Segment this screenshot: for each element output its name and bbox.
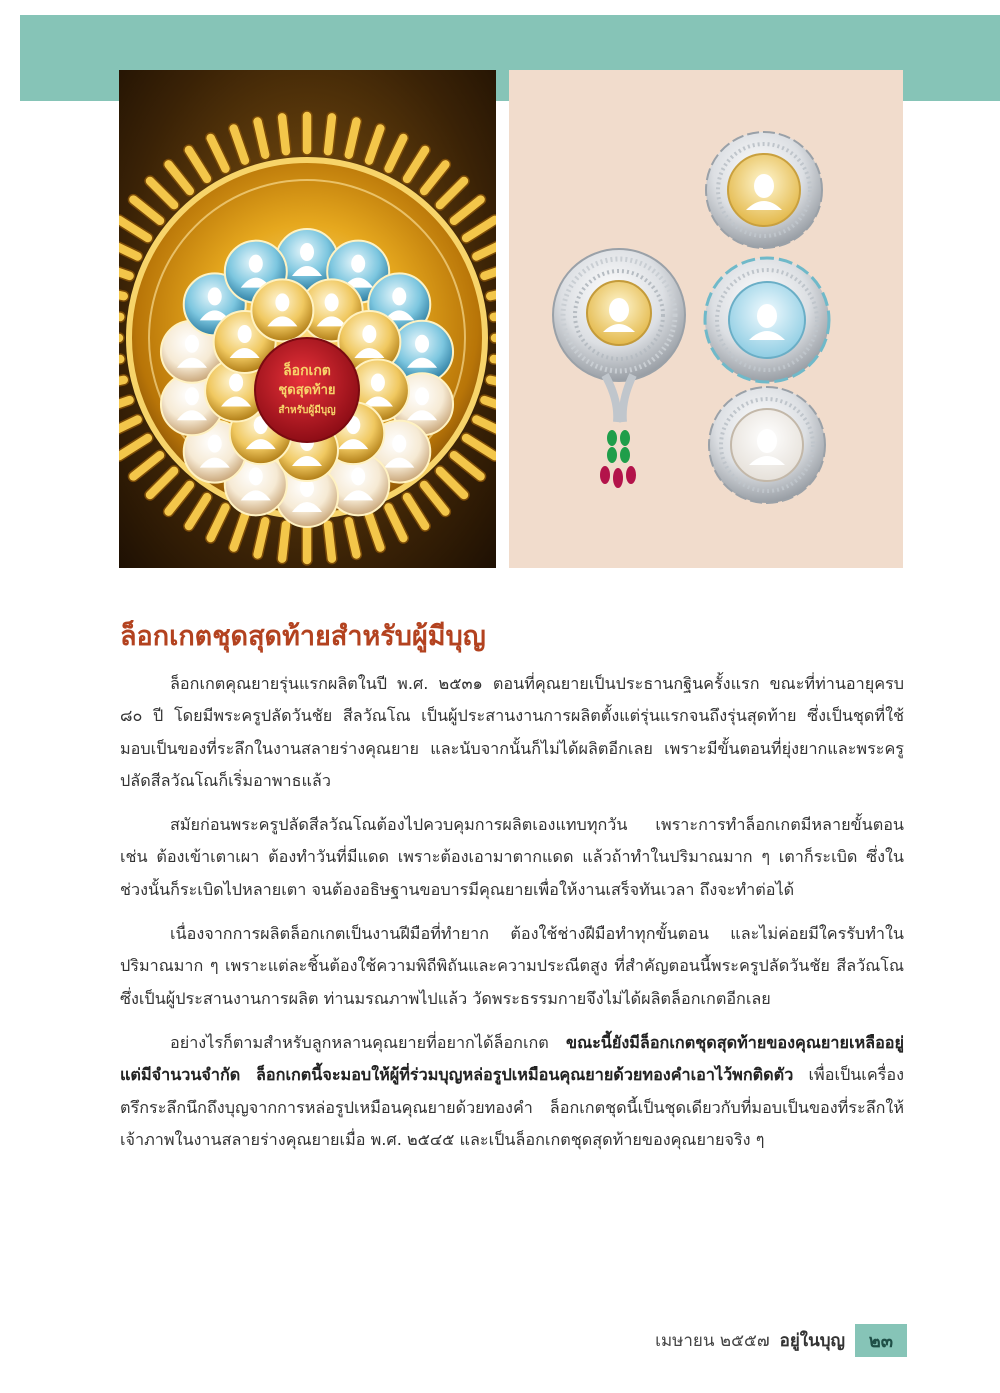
medallion-gold	[706, 132, 822, 248]
paragraph-3: เนื่องจากการผลิตล็อกเกตเป็นงานฝีมือที่ทำยาก ต้องใช้ช่างฝีมือทำทุกขั้นตอน และไม่ค่อยมีใครรับทำในปริมาณมาก ๆ เพราะแต่ละชิ้นต้องใช้ความพิถีพิถันและความประณีตสูง ที่สำคัญตอนนี้พระครูปลัดวันชัย สีลวัณโณ ซึ่งเป็นผู้ประสานงานการผลิต ท่านมรณภาพไปแล้ว วัดพระธรรมกายจึงไม่ได้ผลิตล็อกเกตอีกเลย	[120, 924, 904, 1008]
page-footer	[655, 1325, 907, 1355]
publication-name: อยู่ในบุญ	[779, 1330, 845, 1351]
article-heading: ล็อกเกตชุดสุดท้ายสำหรับผู้มีบุญ	[120, 621, 486, 652]
medallion-illustration	[509, 70, 903, 568]
rim-spoke	[323, 519, 338, 564]
rim-spoke	[119, 354, 126, 369]
rim-spoke	[484, 283, 496, 303]
rim-spoke	[323, 112, 338, 157]
rim-spoke	[302, 111, 312, 155]
page-number: ๒๓	[855, 1324, 907, 1357]
rim-spoke	[204, 131, 232, 175]
rim-spoke	[119, 308, 126, 323]
locket-tray-illustration	[119, 70, 496, 568]
rim-spoke	[204, 501, 232, 545]
rim-spoke	[488, 308, 496, 323]
rim-spoke	[227, 509, 251, 554]
rim-spoke	[490, 333, 496, 343]
paragraph-4	[120, 1027, 904, 1156]
paragraph-2: สมัยก่อนพระครูปลัดสีลวัณโณต้องไปควบคุมการผลิตเองแทบทุกวัน เพราะการทำล็อกเกตมีหลายขั้นตอน เช่น ต้องเข้าเตาเผา ต้องทำวันที่มีแดด เพราะต้องเอามาตากแดด แล้วถ้าทำในปริมาณมาก ๆ เตาก็ระเบิด ซึ่งในช่วงนั้นก็ระเบิดไปหลายเตา จนต้องอธิษฐานขอบารมีคุณยายเพื่อให้งานเสร็จทันเวลา ถึงจะทำต่อได้	[120, 815, 904, 899]
seal-line-2: ชุดสุดท้าย	[278, 383, 336, 398]
rim-spoke	[119, 283, 130, 303]
rim-spoke	[382, 131, 410, 175]
rim-spoke	[119, 333, 124, 343]
rim-spoke	[119, 258, 136, 282]
medallion-blue	[705, 258, 829, 382]
rim-spoke	[478, 258, 496, 282]
rim-spoke	[484, 374, 496, 394]
rim-spoke	[252, 515, 272, 560]
locket	[251, 279, 313, 341]
paragraph-4-tail: เพื่อเป็นเครื่องตรึกระลึกนึกถึงบุญจากการหล่อรูปเหมือนคุณยายด้วยทองคำ ล็อกเกตชุดนี้เป็นชุดเดียวกับที่มอบเป็นของที่ระลึกให้เจ้าภาพในงานสลายร่างคุณยายเมื่อ พ.ศ. ๒๕๔๕ และเป็นล็อกเกตชุดสุดท้ายของคุณยายจริง ๆ	[120, 1065, 904, 1149]
rim-spoke	[363, 509, 387, 554]
locket-tray-photo	[119, 70, 496, 568]
medallion-pearl	[709, 387, 825, 503]
rim-spoke	[478, 394, 496, 418]
rim-spoke	[227, 122, 251, 167]
rim-spoke	[343, 515, 363, 560]
paragraph-4-lead: อย่างไรก็ตามสำหรับลูกหลานคุณยายที่อยากได้ล็อกเกต	[170, 1032, 567, 1052]
medallion-photo	[509, 70, 903, 568]
rim-spoke	[119, 374, 130, 394]
rim-spoke	[382, 501, 410, 545]
article-body	[120, 668, 904, 1168]
rim-spoke	[252, 116, 272, 161]
issue-date: เมษายน ๒๕๕๗	[655, 1330, 770, 1351]
rim-spoke	[277, 519, 292, 564]
rim-spoke	[488, 354, 496, 369]
paragraph-1: ล็อกเกตคุณยายรุ่นแรกผลิตในปี พ.ศ. ๒๕๓๑ ตอนที่คุณยายเป็นประธานกฐินครั้งแรก ขณะที่ท่านอายุครบ ๘๐ ปี โดยมีพระครูปลัดวันชัย สีลวัณโณ เป็นผู้ประสานงานการผลิตตั้งแต่รุ่นแรกจนถึงรุ่นสุดท้าย ซึ่งเป็นชุดที่ใช้มอบเป็นของที่ระลึกในงานสลายร่างคุณยาย และนับจากนั้นก็ไม่ได้ผลิตอีกเลย เพราะมีขั้นตอนที่ยุ่งยากและพระครูปลัดสีลวัณโณก็เริ่มอาพาธแล้ว	[120, 674, 904, 790]
paragraph-4-emphasis: ขณะนี้ยังมีล็อกเกตชุดสุดท้ายของคุณยายเหลืออยู่ แต่มีจำนวนจำกัด ล็อกเกตนี้จะมอบให้ผู้ที่ร่วมบุญหล่อรูปเหมือนคุณยายด้วยทองคำเอาไว้พกติดตัว	[120, 1032, 904, 1085]
pendant-locket	[553, 249, 685, 488]
rim-spoke	[277, 112, 292, 157]
seal-line-1: ล็อกเกต	[283, 363, 331, 379]
rim-spoke	[119, 394, 136, 418]
rim-spoke	[343, 116, 363, 161]
seal-line-3: สำหรับผู้มีบุญ	[278, 405, 336, 416]
rim-spoke	[363, 122, 387, 167]
